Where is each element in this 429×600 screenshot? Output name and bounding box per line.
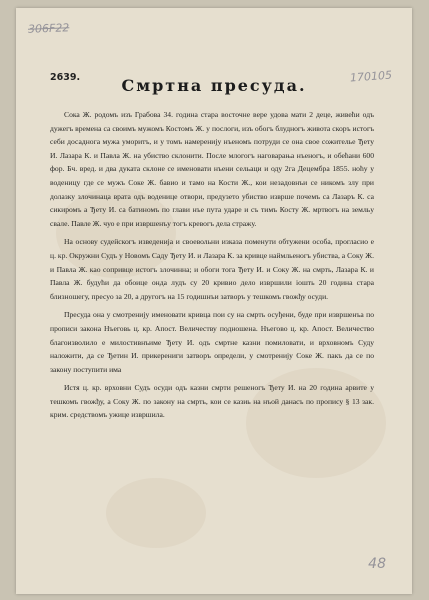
pencil-annotation-corner: 48 [368,556,386,572]
paragraph-2: На основу судейскогъ изведенија и своевольни изказа поменути обтужени особа, прогласио е ц. кр. Окружни Судъ у Новомъ Саду Ђету И. и Лазара К. за кривце наймльеногъ убиства, а Соку Ж. и Павла Ж. као сопривце истогъ злочинна; и обоги тога Ђету И. и Соку Ж. на смрть, Лазара К. и Павла Ж. будући да обоице онда лудъ су 20 кривио дело извршили іошть 20 година стара близношегу, пресуо за 20, а другогъ на 15 годишнъи затворъ у тешкомъ гвожђу осуди. [50,237,374,301]
document-body [50,108,374,427]
document-page [16,8,412,594]
document-title: Смртна пресуда. [121,76,307,95]
document-number: 2639. [50,72,81,83]
paragraph-3: Пресуда она у смотренију именовати кривца пои су на смрть осуђени, буде при извршенъа по прописи закона Нъеговь ц. кр. Апост. Величеству подношена. Нъегово ц. кр. Апост. Величество благоизволило е милостивнъиме Ђету И. одъ смртне казни помиловати, и врховномъ Суду наложити, да се Ђетин И. прикерениги затворъ определи, у смотренију Соке Ж. пакъ да се по закону поступити има [50,310,374,374]
paragraph-1: Сока Ж. родомъ изъ Грабова 34. година стара восточне вере удова мати 2 деце, живећи одъ дужегъ времена са своимъ мужомъ Костомъ Ж. у послоги, изъ обогъ блудногъ живота скоръ истогъ себи досаднога мужа уморитъ, и у томъ намеренију нъеномъ потруди се она свое сожителье Ђету И. Лазара К. и Павла Ж. на убиство склонити. После млогогъ наговарања нъеногъ, и обећани 600 фор. Бч. вред. и два дуката склоне се именовати нъени сельаци и оду 2га Децембра 1855. ноћу у воденицу где се мужъ Соке Ж. бавио и тамо на Кости Ж., кои незадовнъи се никомъ злу при долазку злочинаца врата одъ воденице отвори, предузето убиство изврше почемъ са Лазаръ К. са сикиромъ а Ђету И. са батиномъ по глави нъе пута ударе и съ тимъ Косту Ж. мртвогъ на земльу свале. Павле Ж. чуо е при извршенъу тогъ кревогъ дела стражу. [50,110,374,228]
paragraph-4: Истя ц. кр. врховни Судъ осуди одъ казни смрти решеногъ Ђету И. на 20 година арвите у тешкомъ гвожђу, а Соку Ж. по закону на смрть, кои се казиь на нъой данасъ по пропису § 13 зак. крим. средствомъ ужице извршила. [50,383,374,420]
pencil-annotation-top: 306F22 [27,21,70,36]
paper-stain [106,478,206,548]
pencil-annotation-right: 170105 [349,68,393,85]
